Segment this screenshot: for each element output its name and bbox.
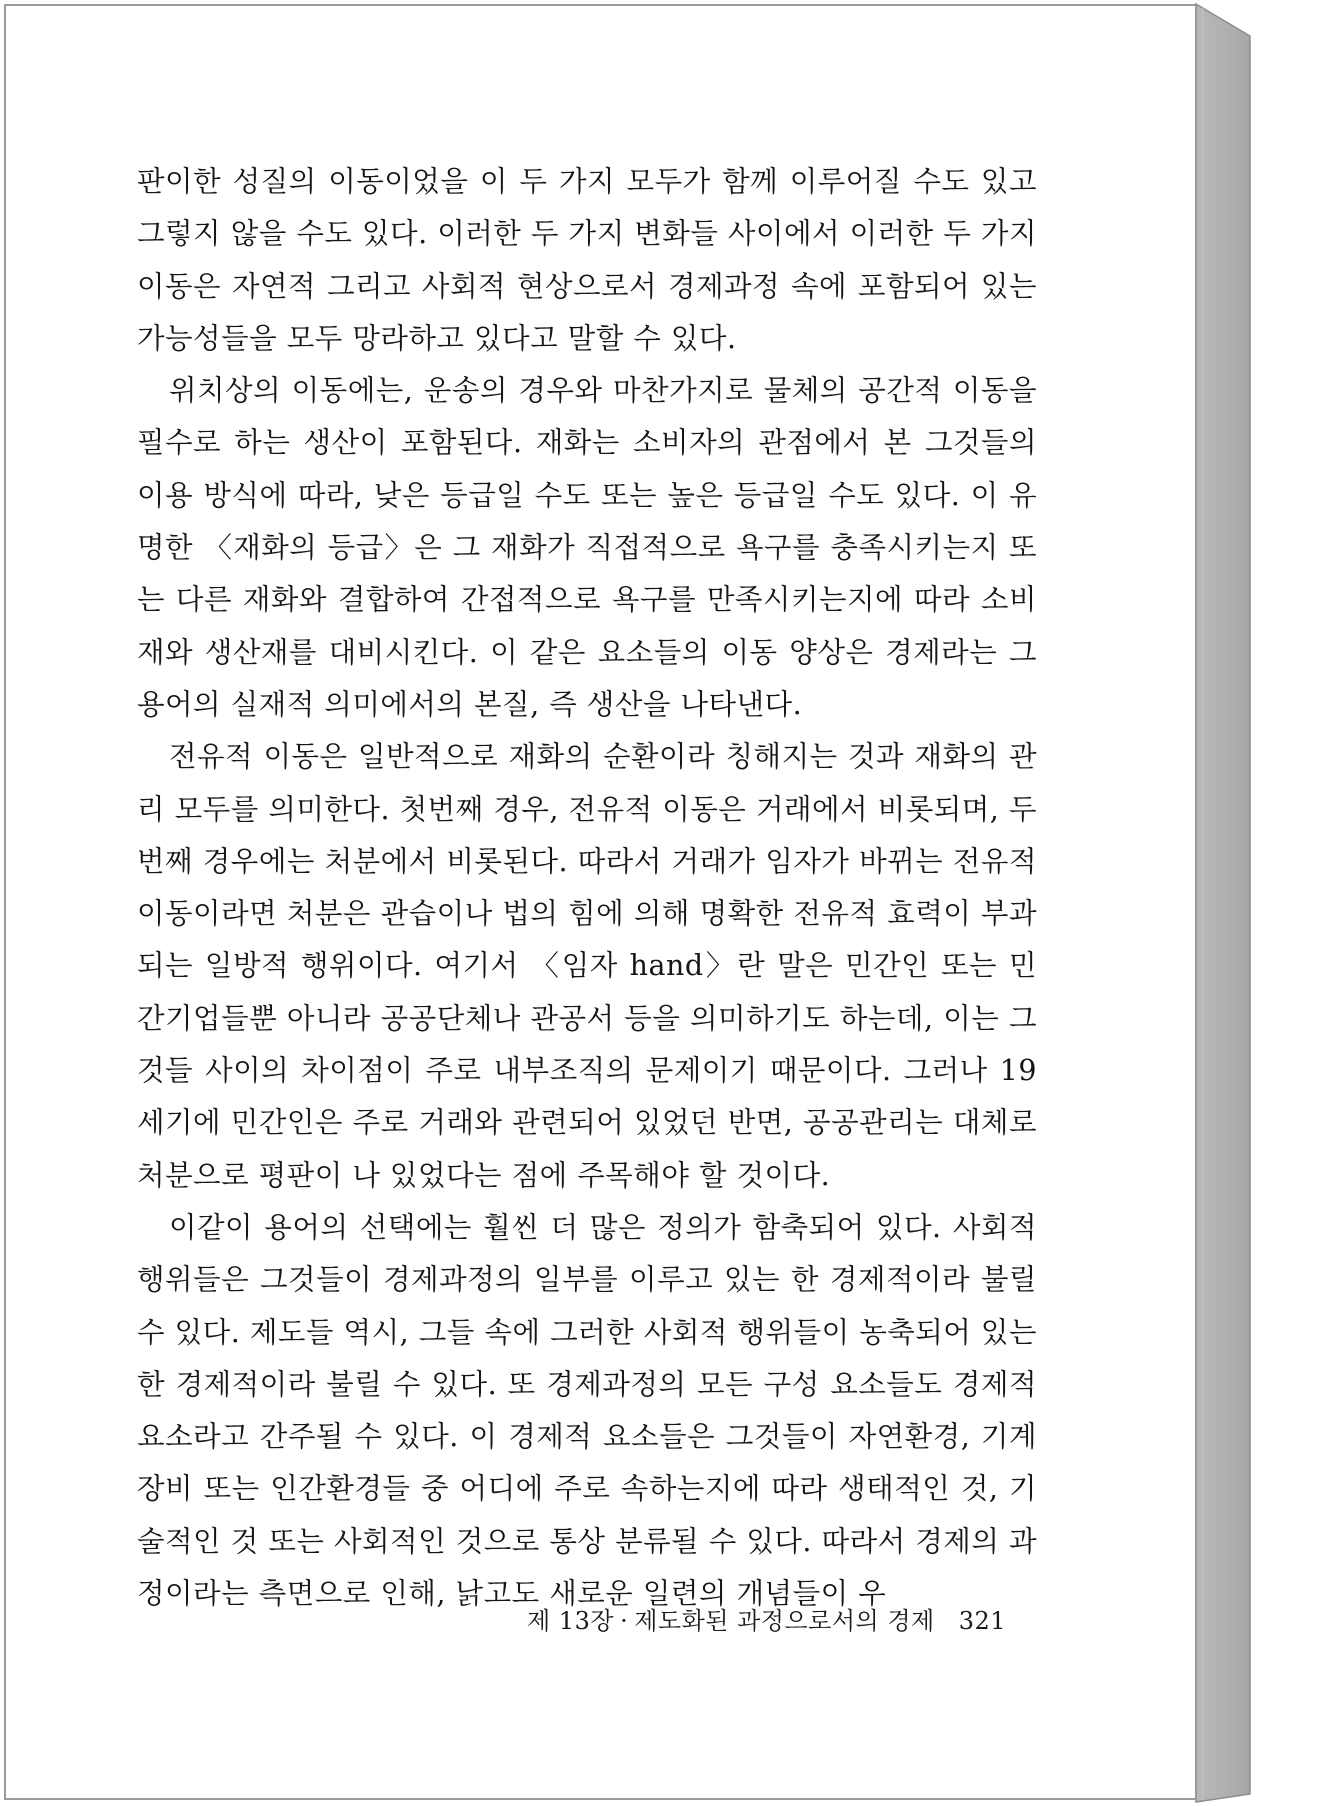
footer-separator: · (620, 1607, 629, 1635)
paragraph-3: 전유적 이동은 일반적으로 재화의 순환이라 칭해지는 것과 재화의 관리 모두를 의미한다. 첫번째 경우, 전유적 이동은 거래에서 비롯되며, 두번째 경우에는 처분에서 비롯된다. 따라서 거래가 임자가 바뀌는 전유적 이동이라면 처분은 관습이나 법의 힘에 의해 명확한 전유적 효력이 부과되는 일방적 행위이다. 여기서 〈임자 hand〉란 말은 민간인 또는 민간기업들뿐 아니라 공공단체나 관공서 등을 의미하기도 하는데, 이는 그것들 사이의 차이점이 주로 내부조직의 문제이기 때문이다. 그러나 19세기에 민간인은 주로 거래와 관련되어 있었던 반면, 공공관리는 대체로 처분으로 평판이 나 있었다는 점에 주목해야 할 것이다. (137, 740, 1037, 1192)
page-number: 321 (958, 1607, 1006, 1635)
footer-chapter: 제 13장 (527, 1607, 615, 1635)
running-footer (6, 1601, 1006, 1636)
paragraph-2: 위치상의 이동에는, 운송의 경우와 마찬가지로 물체의 공간적 이동을 필수로 하는 생산이 포함된다. 재화는 소비자의 관점에서 본 그것들의 이용 방식에 따라, 낮은 등급일 수도 또는 높은 등급일 수도 있다. 이 유명한 〈재화의 등급〉은 그 재화가 직접적으로 욕구를 충족시키는지 또는 다른 재화와 결합하여 간접적으로 욕구를 만족시키는지에 따라 소비재와 생산재를 대비시킨다. 이 같은 요소들의 이동 양상은 경제라는 그 용어의 실재적 의미에서의 본질, 즉 생산을 나타낸다. (137, 374, 1037, 721)
body-text (137, 156, 1037, 1620)
paragraph-1: 판이한 성질의 이동이었을 이 두 가지 모두가 함께 이루어질 수도 있고 그렇지 않을 수도 있다. 이러한 두 가지 변화들 사이에서 이러한 두 가지 이동은 자연적 그리고 사회적 현상으로서 경제과정 속에 포함되어 있는 가능성들을 모두 망라하고 있다고 말할 수 있다. (137, 165, 1037, 355)
book-page (4, 4, 1197, 1800)
paragraph-4: 이같이 용어의 선택에는 훨씬 더 많은 정의가 함축되어 있다. 사회적 행위들은 그것들이 경제과정의 일부를 이루고 있는 한 경제적이라 불릴 수 있다. 제도들 역시, 그들 속에 그러한 사회적 행위들이 농축되어 있는 한 경제적이라 불릴 수 있다. 또 경제과정의 모든 구성 요소들도 경제적 요소라고 간주될 수 있다. 이 경제적 요소들은 그것들이 자연환경, 기계장비 또는 인간환경들 중 어디에 주로 속하는지에 따라 생태적인 것, 기술적인 것 또는 사회적인 것으로 통상 분류될 수 있다. 따라서 경제의 과정이라는 측면으로 인해, 낡고도 새로운 일련의 개념들이 우 (137, 1210, 1037, 1611)
footer-title: 제도화된 과정으로서의 경제 (634, 1607, 935, 1635)
